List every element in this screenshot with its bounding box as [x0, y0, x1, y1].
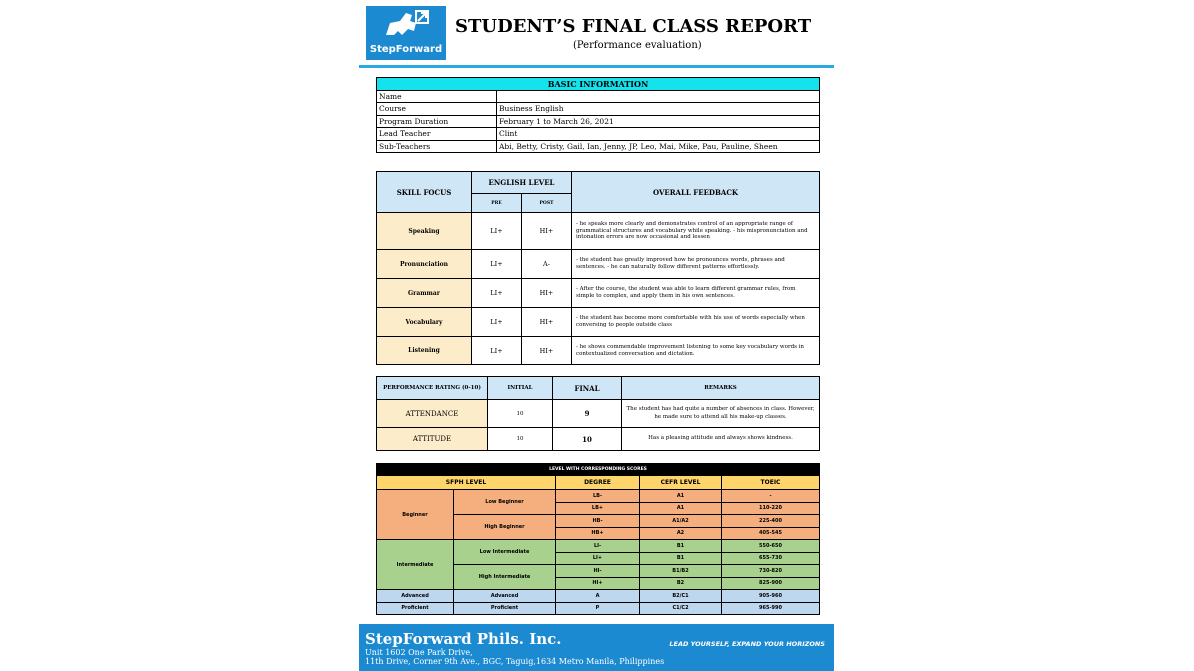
skill-feedback: - After the course, the student was able to learn different grammar rules, from simple to complex, and apply them in his own sentences.	[572, 279, 820, 308]
degree-cell: P	[556, 602, 640, 615]
pre-level: LI+	[472, 250, 522, 279]
skill-feedback: - he shows commendable improvement listening to some key vocabulary words in contextualized conversation and dictation.	[572, 337, 820, 365]
col-post: POST	[522, 194, 572, 213]
initial-score: 10	[488, 400, 553, 428]
company-address	[365, 648, 664, 666]
levels-table	[376, 463, 820, 615]
col-degree: DEGREE	[556, 476, 640, 490]
toeic-cell: 965-990	[722, 602, 820, 615]
table-row	[377, 337, 820, 365]
info-value	[497, 90, 820, 103]
rating-remarks: The student has had quite a number of absences in class. However, he made sure to attend all his make-up classes.	[622, 400, 820, 428]
table-row	[377, 602, 820, 615]
table-row	[377, 128, 820, 141]
cefr-cell: A1/A2	[640, 515, 722, 528]
logo-text: StepForward	[369, 44, 443, 55]
report-title: STUDENT’S FINAL CLASS REPORT	[455, 16, 812, 37]
post-level: HI+	[522, 213, 572, 250]
info-label: Lead Teacher	[377, 128, 497, 141]
address-line: Unit 1602 One Park Drive,	[365, 648, 473, 657]
post-level: HI+	[522, 337, 572, 365]
rating-remarks: Has a pleasing attitude and always shows kindness.	[622, 428, 820, 451]
rating-label: ATTENDANCE	[377, 400, 488, 428]
initial-score: 10	[488, 428, 553, 451]
skill-name: Speaking	[377, 213, 472, 250]
pre-level: LI+	[472, 337, 522, 365]
skill-feedback: - the student has become more comfortable with his use of words especially when conversing to people outside class	[572, 308, 820, 337]
toeic-cell: 405-545	[722, 527, 820, 540]
table-row	[377, 103, 820, 116]
level-subgroup: Low Intermediate	[454, 540, 556, 565]
level-group: Intermediate	[377, 540, 454, 590]
degree-cell: LI-	[556, 540, 640, 553]
table-row	[377, 400, 820, 428]
report-page	[359, 0, 834, 671]
skill-feedback: - he speaks more clearly and demonstrates control of an appropriate range of grammatical structures and vocabulary while speaking. - his mispronunciation and intonation errors are now occasional and lessen	[572, 213, 820, 250]
skills-table	[376, 171, 820, 365]
table-row	[377, 428, 820, 451]
toeic-cell: 825-900	[722, 577, 820, 590]
table-row	[377, 115, 820, 128]
final-score: 9	[553, 400, 622, 428]
cefr-cell: A1	[640, 502, 722, 515]
performance-table	[376, 376, 820, 451]
table-row	[377, 213, 820, 250]
degree-cell: LI+	[556, 552, 640, 565]
col-cefr-level: CEFR LEVEL	[640, 476, 722, 490]
info-value: February 1 to March 26, 2021	[497, 115, 820, 128]
report-subtitle: (Performance evaluation)	[573, 40, 702, 51]
cefr-cell: B1	[640, 552, 722, 565]
toeic-cell: 550-650	[722, 540, 820, 553]
table-row	[377, 540, 820, 553]
table-row	[377, 308, 820, 337]
toeic-cell: 730-820	[722, 565, 820, 578]
skill-name: Pronunciation	[377, 250, 472, 279]
pre-level: LI+	[472, 213, 522, 250]
degree-cell: HB+	[556, 527, 640, 540]
final-score: 10	[553, 428, 622, 451]
col-toeic: TOEIC	[722, 476, 820, 490]
col-initial: INITIAL	[488, 377, 553, 400]
basic-info-heading: BASIC INFORMATION	[377, 78, 820, 91]
col-skill-focus: SKILL FOCUS	[377, 172, 472, 213]
level-subgroup: Low Beginner	[454, 490, 556, 515]
post-level: HI+	[522, 308, 572, 337]
cefr-cell: B2/C1	[640, 590, 722, 603]
pre-level: LI+	[472, 308, 522, 337]
company-logo	[366, 6, 446, 60]
skill-feedback: - the student has greatly improved how he pronounces words, phrases and sentences. - he can naturally follow different patterns effortlessly.	[572, 250, 820, 279]
table-row	[377, 279, 820, 308]
pre-level: LI+	[472, 279, 522, 308]
toeic-cell: 110-220	[722, 502, 820, 515]
toeic-cell: 905-960	[722, 590, 820, 603]
cefr-cell: C1/C2	[640, 602, 722, 615]
info-label: Name	[377, 90, 497, 103]
col-sfph-level: SFPH LEVEL	[377, 476, 556, 490]
col-overall-feedback: OVERALL FEEDBACK	[572, 172, 820, 213]
skill-name: Listening	[377, 337, 472, 365]
table-row	[377, 140, 820, 153]
col-english-level: ENGLISH LEVEL	[472, 172, 572, 194]
toeic-cell: -	[722, 490, 820, 503]
level-group: Beginner	[377, 490, 454, 540]
degree-cell: HI+	[556, 577, 640, 590]
toeic-cell: 225-400	[722, 515, 820, 528]
table-row	[377, 90, 820, 103]
level-subgroup: High Beginner	[454, 515, 556, 540]
info-label: Sub-Teachers	[377, 140, 497, 153]
cefr-cell: A1	[640, 490, 722, 503]
table-row	[377, 490, 820, 503]
degree-cell: HI-	[556, 565, 640, 578]
dog-logo-icon	[382, 9, 430, 39]
level-subgroup: Proficient	[454, 602, 556, 615]
degree-cell: LB+	[556, 502, 640, 515]
level-subgroup: Advanced	[454, 590, 556, 603]
company-slogan: LEAD YOURSELF, EXPAND YOUR HORIZONS	[669, 640, 825, 648]
table-row	[377, 590, 820, 603]
level-group: Proficient	[377, 602, 454, 615]
rating-label: ATTITUDE	[377, 428, 488, 451]
address-line: 11th Drive, Corner 9th Ave., BGC, Taguig,1634 Metro Manila, Philippines	[365, 657, 665, 667]
basic-info-table	[376, 77, 820, 153]
degree-cell: HB-	[556, 515, 640, 528]
cefr-cell: A2	[640, 527, 722, 540]
info-value: Clint	[497, 128, 820, 141]
skill-name: Vocabulary	[377, 308, 472, 337]
levels-title: LEVEL WITH CORRESPONDING SCORES	[377, 464, 820, 476]
header-divider	[359, 65, 834, 68]
info-label: Program Duration	[377, 115, 497, 128]
toeic-cell: 655-730	[722, 552, 820, 565]
table-row	[377, 250, 820, 279]
cefr-cell: B1	[640, 540, 722, 553]
degree-cell: A	[556, 590, 640, 603]
level-subgroup: High Intermediate	[454, 565, 556, 590]
page-footer	[359, 624, 834, 671]
info-label: Course	[377, 103, 497, 116]
company-name: StepForward Phils. Inc.	[365, 630, 562, 648]
info-value: Abi, Betty, Cristy, Gail, Ian, Jenny, JP, Leo, Mai, Mike, Pau, Pauline, Sheen	[497, 140, 820, 153]
col-final: FINAL	[553, 377, 622, 400]
cefr-cell: B2	[640, 577, 722, 590]
post-level: A-	[522, 250, 572, 279]
col-performance-rating: PERFORMANCE RATING (0-10)	[377, 377, 488, 400]
post-level: HI+	[522, 279, 572, 308]
info-value: Business English	[497, 103, 820, 116]
level-group: Advanced	[377, 590, 454, 603]
col-pre: PRE	[472, 194, 522, 213]
cefr-cell: B1/B2	[640, 565, 722, 578]
skill-name: Grammar	[377, 279, 472, 308]
degree-cell: LB-	[556, 490, 640, 503]
col-remarks: REMARKS	[622, 377, 820, 400]
